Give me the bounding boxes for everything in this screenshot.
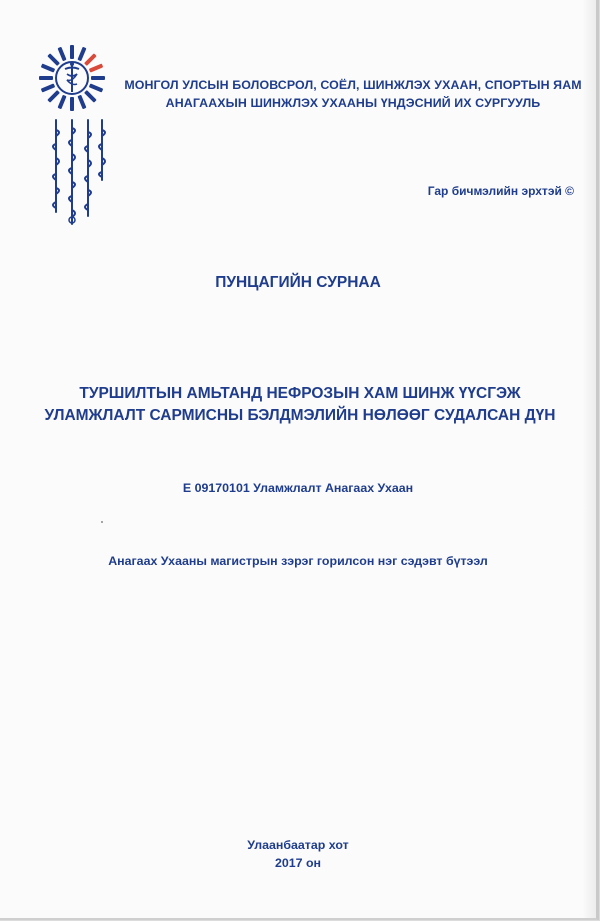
city: Улаанбаатар хот (247, 838, 349, 852)
ministry-name: МОНГОЛ УЛСЫН БОЛОВСРОЛ, СОЁЛ, ШИНЖЛЭХ УХААН, СПОРТЫН ЯАМ (124, 78, 582, 92)
caduceus-sun-emblem-icon (38, 44, 106, 112)
title-line-2: УЛАМЖЛАЛТ САРМИСНЫ БЭЛДМЭЛИЙН НӨЛӨӨГ СУДАЛСАН ДҮН (44, 407, 556, 424)
institution-header (118, 76, 588, 112)
place-and-year (0, 836, 596, 872)
page-edge-shadow (582, 0, 596, 918)
title-line-1: ТУРШИЛТЫН АМЬТАНД НЕФРОЗЫН ХАМ ШИНЖ ҮҮСГЭЖ (79, 385, 521, 402)
author-name: ПУНЦАГИЙН СУРНАА (215, 274, 381, 291)
year: 2017 он (274, 856, 322, 870)
mongolian-script-logo (42, 116, 112, 228)
thesis-title (30, 383, 570, 427)
speck (101, 521, 103, 523)
university-name: АНАГААХЫН ШИНЖЛЭХ УХААНЫ ҮНДЭСНИЙ ИХ СУРГУУЛЬ (165, 96, 541, 110)
copyright-notice: Гар бичмэлийн эрхтэй © (427, 184, 574, 198)
specialty-code: Е 09170101 Уламжлалт Анагаах Ухаан (182, 481, 414, 495)
degree-statement: Анагаах Ухааны магистрын зэрэг горилсон нэг сэдэвт бүтээл (108, 554, 488, 568)
